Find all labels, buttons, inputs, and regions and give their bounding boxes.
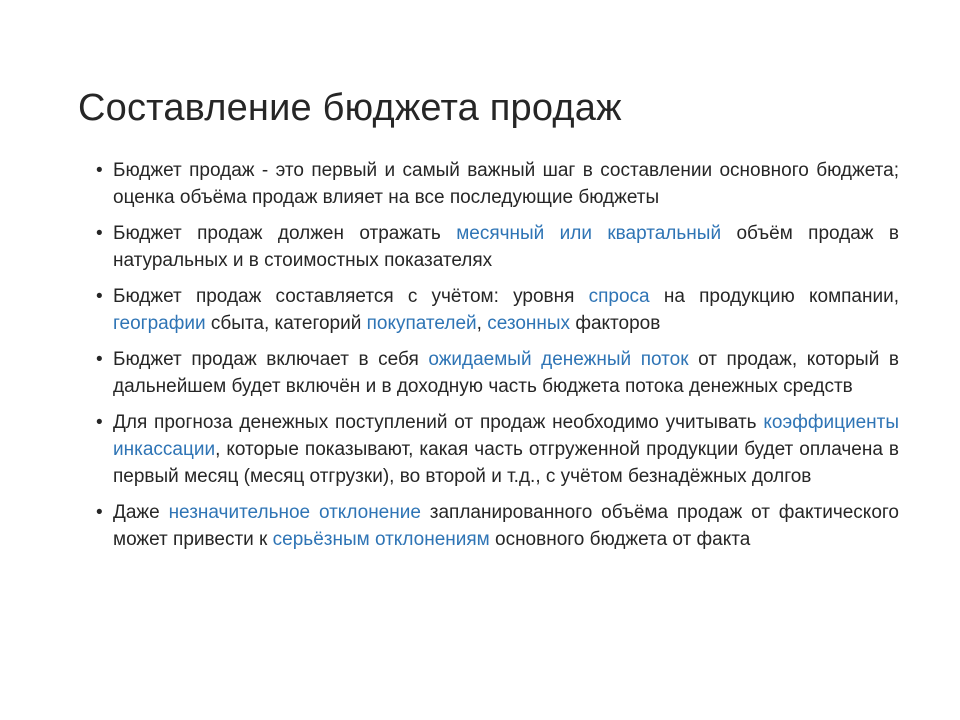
highlighted-term: ожидаемый денежный поток xyxy=(428,349,689,370)
highlighted-term: сезонных xyxy=(487,313,571,334)
bullet-text: , xyxy=(476,313,488,334)
bullet-text: Бюджет продаж должен отражать xyxy=(113,223,457,244)
highlighted-term: серьёзным отклонениям xyxy=(272,529,490,550)
bullet-text: Даже xyxy=(113,502,169,523)
highlighted-term: незначительное отклонение xyxy=(168,502,421,523)
bullet-text: запланированного объёма продаж от фактического может привести к xyxy=(113,502,899,550)
bullet-text: Бюджет продаж - это первый и самый важный шаг в составлении основного бюджета; оценка объёма продаж влияет на все последующие бюджеты xyxy=(113,160,899,208)
bullet-text: объём продаж в натуральных и в стоимостных показателях xyxy=(113,223,899,271)
highlighted-term: месячный или квартальный xyxy=(456,223,722,244)
bullet-text: , которые показывают, какая часть отгруженной продукции будет оплачена в первый месяц (месяц отгрузки), во второй и т.д., с учётом безнадёжных долгов xyxy=(113,439,899,487)
bullet-list xyxy=(96,157,899,562)
slide-title: Составление бюджета продаж xyxy=(78,87,622,129)
bullet-text: факторов xyxy=(570,313,661,334)
bullet-item xyxy=(96,409,899,490)
bullet-item xyxy=(96,499,899,553)
highlighted-term: коэффициенты инкассации xyxy=(113,412,899,460)
bullet-text: Бюджет продаж включает в себя xyxy=(113,349,429,370)
bullet-text: Для прогноза денежных поступлений от продаж необходимо учитывать xyxy=(113,412,764,433)
bullet-item xyxy=(96,220,899,274)
bullet-text: Бюджет продаж составляется с учётом: уровня xyxy=(113,286,589,307)
bullet-item xyxy=(96,283,899,337)
bullet-text: сбыта, категорий xyxy=(205,313,367,334)
bullet-text: на продукцию компании, xyxy=(649,286,899,307)
bullet-item xyxy=(96,157,899,211)
bullet-item xyxy=(96,346,899,400)
bullet-text: от продаж, который в дальнейшем будет включён и в доходную часть бюджета потока денежных средств xyxy=(113,349,899,397)
highlighted-term: покупателей xyxy=(366,313,477,334)
highlighted-term: географии xyxy=(113,313,206,334)
highlighted-term: спроса xyxy=(588,286,650,307)
bullet-text: основного бюджета от факта xyxy=(489,529,751,550)
